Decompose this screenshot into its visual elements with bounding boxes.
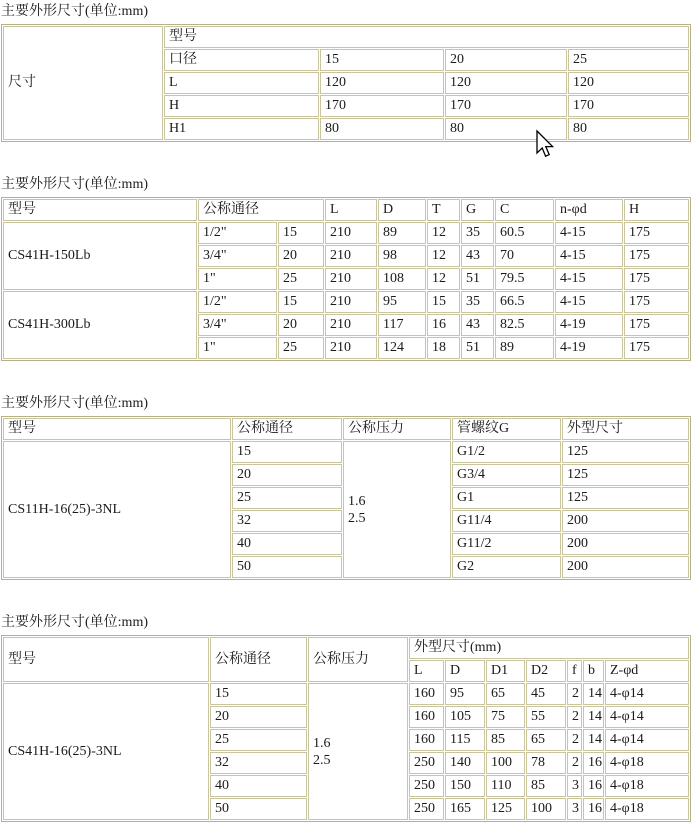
value-cell: 170 [320, 95, 444, 117]
value-cell: G11/4 [452, 510, 561, 532]
col-header: 公称压力 [308, 637, 408, 682]
table-row [3, 222, 689, 244]
pressure-value: 1.6 [348, 493, 366, 509]
value-cell: 15 [210, 683, 307, 705]
value-cell: 14 [583, 683, 604, 705]
value-cell: 160 [409, 729, 444, 751]
value-cell: 105 [445, 706, 485, 728]
value-cell: 40 [210, 775, 307, 797]
value-cell: 98 [378, 245, 426, 267]
col-header: 型号 [3, 199, 197, 221]
value-cell: G1 [452, 487, 561, 509]
value-cell: 210 [325, 337, 377, 359]
value-cell: 25 [232, 487, 342, 509]
value-cell: 95 [378, 291, 426, 313]
value-cell: 125 [562, 487, 689, 509]
pressure-value: 2.5 [348, 510, 366, 526]
value-cell: 20 [232, 464, 342, 486]
value-cell: 4-15 [555, 222, 623, 244]
spec-section-4 [1, 614, 691, 822]
col-header: 管螺纹G [452, 418, 561, 440]
value-cell: G3/4 [452, 464, 561, 486]
value-cell: 16 [583, 775, 604, 797]
col-header: 型号 [164, 26, 689, 48]
value-cell: 1" [198, 268, 277, 290]
col-header: 公称压力 [343, 418, 451, 440]
value-cell: 12 [427, 222, 460, 244]
value-cell: 20 [278, 314, 324, 336]
col-header: L [409, 660, 444, 682]
col-header: 型号 [3, 418, 231, 440]
value-cell: 75 [486, 706, 525, 728]
value-cell: 175 [624, 337, 689, 359]
col-header: T [427, 199, 460, 221]
value-cell: 4-φ14 [605, 683, 689, 705]
table-title: 主要外形尺寸(单位:mm) [1, 177, 148, 192]
value-cell: 1" [198, 337, 277, 359]
pressure-cell [308, 683, 408, 820]
col-header: 公称通径 [210, 637, 307, 682]
value-cell: 70 [495, 245, 554, 267]
value-cell: 4-19 [555, 337, 623, 359]
value-cell: 85 [526, 775, 566, 797]
model-cell: CS11H-16(25)-3NL [3, 441, 231, 578]
value-cell: 150 [445, 775, 485, 797]
value-cell: 200 [562, 510, 689, 532]
value-cell: 3/4" [198, 314, 277, 336]
table-title: 主要外形尺寸(单位:mm) [1, 4, 148, 19]
value-cell: 120 [568, 72, 689, 94]
value-cell: 50 [210, 798, 307, 820]
value-cell: 20 [445, 49, 567, 71]
table-title: 主要外形尺寸(单位:mm) [1, 615, 148, 630]
col-header: f [567, 660, 582, 682]
value-cell: 25 [568, 49, 689, 71]
pressure-cell [343, 441, 451, 578]
value-cell: 80 [568, 118, 689, 140]
value-cell: 43 [461, 245, 494, 267]
value-cell: 100 [526, 798, 566, 820]
col-header: 外型尺寸 [562, 418, 689, 440]
value-cell: 40 [232, 533, 342, 555]
value-cell: 80 [320, 118, 444, 140]
model-cell: CS41H-300Lb [3, 291, 197, 359]
value-cell: 160 [409, 706, 444, 728]
value-cell: 60.5 [495, 222, 554, 244]
pressure-value: 2.5 [313, 752, 331, 768]
col-header: n-φd [555, 199, 623, 221]
value-cell: 4-15 [555, 245, 623, 267]
value-cell: 175 [624, 314, 689, 336]
value-cell: 200 [562, 556, 689, 578]
value-cell: 3 [567, 775, 582, 797]
col-header: 型号 [3, 637, 209, 682]
value-cell: 165 [445, 798, 485, 820]
value-cell: 80 [445, 118, 567, 140]
value-cell: 4-15 [555, 268, 623, 290]
value-cell: 110 [486, 775, 525, 797]
value-cell: 4-φ18 [605, 752, 689, 774]
value-cell: 95 [445, 683, 485, 705]
col-header: b [583, 660, 604, 682]
value-cell: 50 [232, 556, 342, 578]
col-header: H [624, 199, 689, 221]
value-cell: 2 [567, 729, 582, 751]
value-cell: 25 [278, 268, 324, 290]
value-cell: 15 [278, 222, 324, 244]
value-cell: 45 [526, 683, 566, 705]
table-row [3, 683, 689, 705]
value-cell: 79.5 [495, 268, 554, 290]
dimensions-table-basic [1, 24, 691, 142]
col-header: D [378, 199, 426, 221]
value-cell: 210 [325, 291, 377, 313]
value-cell: 51 [461, 268, 494, 290]
table-header-row [3, 418, 689, 440]
spec-section-2 [1, 176, 691, 361]
value-cell: 65 [486, 683, 525, 705]
value-cell: 125 [486, 798, 525, 820]
col-header: 公称通径 [232, 418, 342, 440]
col-header: L [325, 199, 377, 221]
value-cell: 4-φ18 [605, 775, 689, 797]
col-header: G [461, 199, 494, 221]
table-title: 主要外形尺寸(单位:mm) [1, 396, 148, 411]
value-cell: 200 [562, 533, 689, 555]
dimensions-table-cs11h [1, 416, 691, 580]
dimensions-table-cs41h-lb [1, 197, 691, 361]
row-header: 口径 [164, 49, 319, 71]
value-cell: 89 [495, 337, 554, 359]
value-cell: 175 [624, 222, 689, 244]
value-cell: 140 [445, 752, 485, 774]
row-header: L [164, 72, 319, 94]
col-header: Z-φd [605, 660, 689, 682]
table-header-row [3, 637, 689, 659]
value-cell: 15 [427, 291, 460, 313]
value-cell: 1/2" [198, 291, 277, 313]
value-cell: 51 [461, 337, 494, 359]
model-cell: CS41H-150Lb [3, 222, 197, 290]
value-cell: 175 [624, 268, 689, 290]
row-header: H1 [164, 118, 319, 140]
value-cell: 108 [378, 268, 426, 290]
col-header: C [495, 199, 554, 221]
col-header: D2 [526, 660, 566, 682]
value-cell: 89 [378, 222, 426, 244]
col-header: 外型尺寸(mm) [409, 637, 689, 659]
dimensions-table-cs41h-nl [1, 635, 691, 822]
table-row [3, 26, 689, 48]
value-cell: 2 [567, 752, 582, 774]
value-cell: 16 [583, 752, 604, 774]
table-row [3, 291, 689, 313]
value-cell: 18 [427, 337, 460, 359]
value-cell: 15 [320, 49, 444, 71]
value-cell: 14 [583, 706, 604, 728]
value-cell: 2 [567, 683, 582, 705]
value-cell: 170 [568, 95, 689, 117]
value-cell: 66.5 [495, 291, 554, 313]
value-cell: G2 [452, 556, 561, 578]
value-cell: 20 [278, 245, 324, 267]
value-cell: 4-φ14 [605, 706, 689, 728]
value-cell: 32 [232, 510, 342, 532]
value-cell: 124 [378, 337, 426, 359]
value-cell: 25 [278, 337, 324, 359]
value-cell: 117 [378, 314, 426, 336]
value-cell: 210 [325, 222, 377, 244]
value-cell: 175 [624, 245, 689, 267]
value-cell: 2 [567, 706, 582, 728]
value-cell: 65 [526, 729, 566, 751]
value-cell: 16 [427, 314, 460, 336]
col-header: D1 [486, 660, 525, 682]
value-cell: 160 [409, 683, 444, 705]
value-cell: 82.5 [495, 314, 554, 336]
value-cell: 25 [210, 729, 307, 751]
value-cell: 4-15 [555, 291, 623, 313]
value-cell: 175 [624, 291, 689, 313]
value-cell: 85 [486, 729, 525, 751]
value-cell: 250 [409, 798, 444, 820]
value-cell: 125 [562, 464, 689, 486]
value-cell: 170 [445, 95, 567, 117]
value-cell: 4-19 [555, 314, 623, 336]
value-cell: 32 [210, 752, 307, 774]
value-cell: 120 [445, 72, 567, 94]
col-header: D [445, 660, 485, 682]
value-cell: 3 [567, 798, 582, 820]
value-cell: 35 [461, 291, 494, 313]
table-header-row [3, 199, 689, 221]
value-cell: 120 [320, 72, 444, 94]
row-header: H [164, 95, 319, 117]
value-cell: 15 [232, 441, 342, 463]
value-cell: G11/2 [452, 533, 561, 555]
value-cell: 1/2" [198, 222, 277, 244]
value-cell: 250 [409, 775, 444, 797]
value-cell: 35 [461, 222, 494, 244]
value-cell: G1/2 [452, 441, 561, 463]
row-header: 尺寸 [3, 26, 163, 140]
value-cell: 43 [461, 314, 494, 336]
value-cell: 125 [562, 441, 689, 463]
pressure-value: 1.6 [313, 735, 331, 751]
value-cell: 12 [427, 245, 460, 267]
value-cell: 55 [526, 706, 566, 728]
value-cell: 16 [583, 798, 604, 820]
value-cell: 12 [427, 268, 460, 290]
value-cell: 4-φ14 [605, 729, 689, 751]
value-cell: 210 [325, 245, 377, 267]
value-cell: 100 [486, 752, 525, 774]
value-cell: 4-φ18 [605, 798, 689, 820]
col-header: 公称通径 [198, 199, 324, 221]
value-cell: 20 [210, 706, 307, 728]
spec-section-1 [1, 3, 691, 142]
value-cell: 115 [445, 729, 485, 751]
table-row [3, 441, 689, 463]
value-cell: 15 [278, 291, 324, 313]
model-cell: CS41H-16(25)-3NL [3, 683, 209, 820]
value-cell: 78 [526, 752, 566, 774]
value-cell: 250 [409, 752, 444, 774]
value-cell: 210 [325, 268, 377, 290]
value-cell: 210 [325, 314, 377, 336]
value-cell: 14 [583, 729, 604, 751]
spec-section-3 [1, 395, 691, 580]
value-cell: 3/4" [198, 245, 277, 267]
